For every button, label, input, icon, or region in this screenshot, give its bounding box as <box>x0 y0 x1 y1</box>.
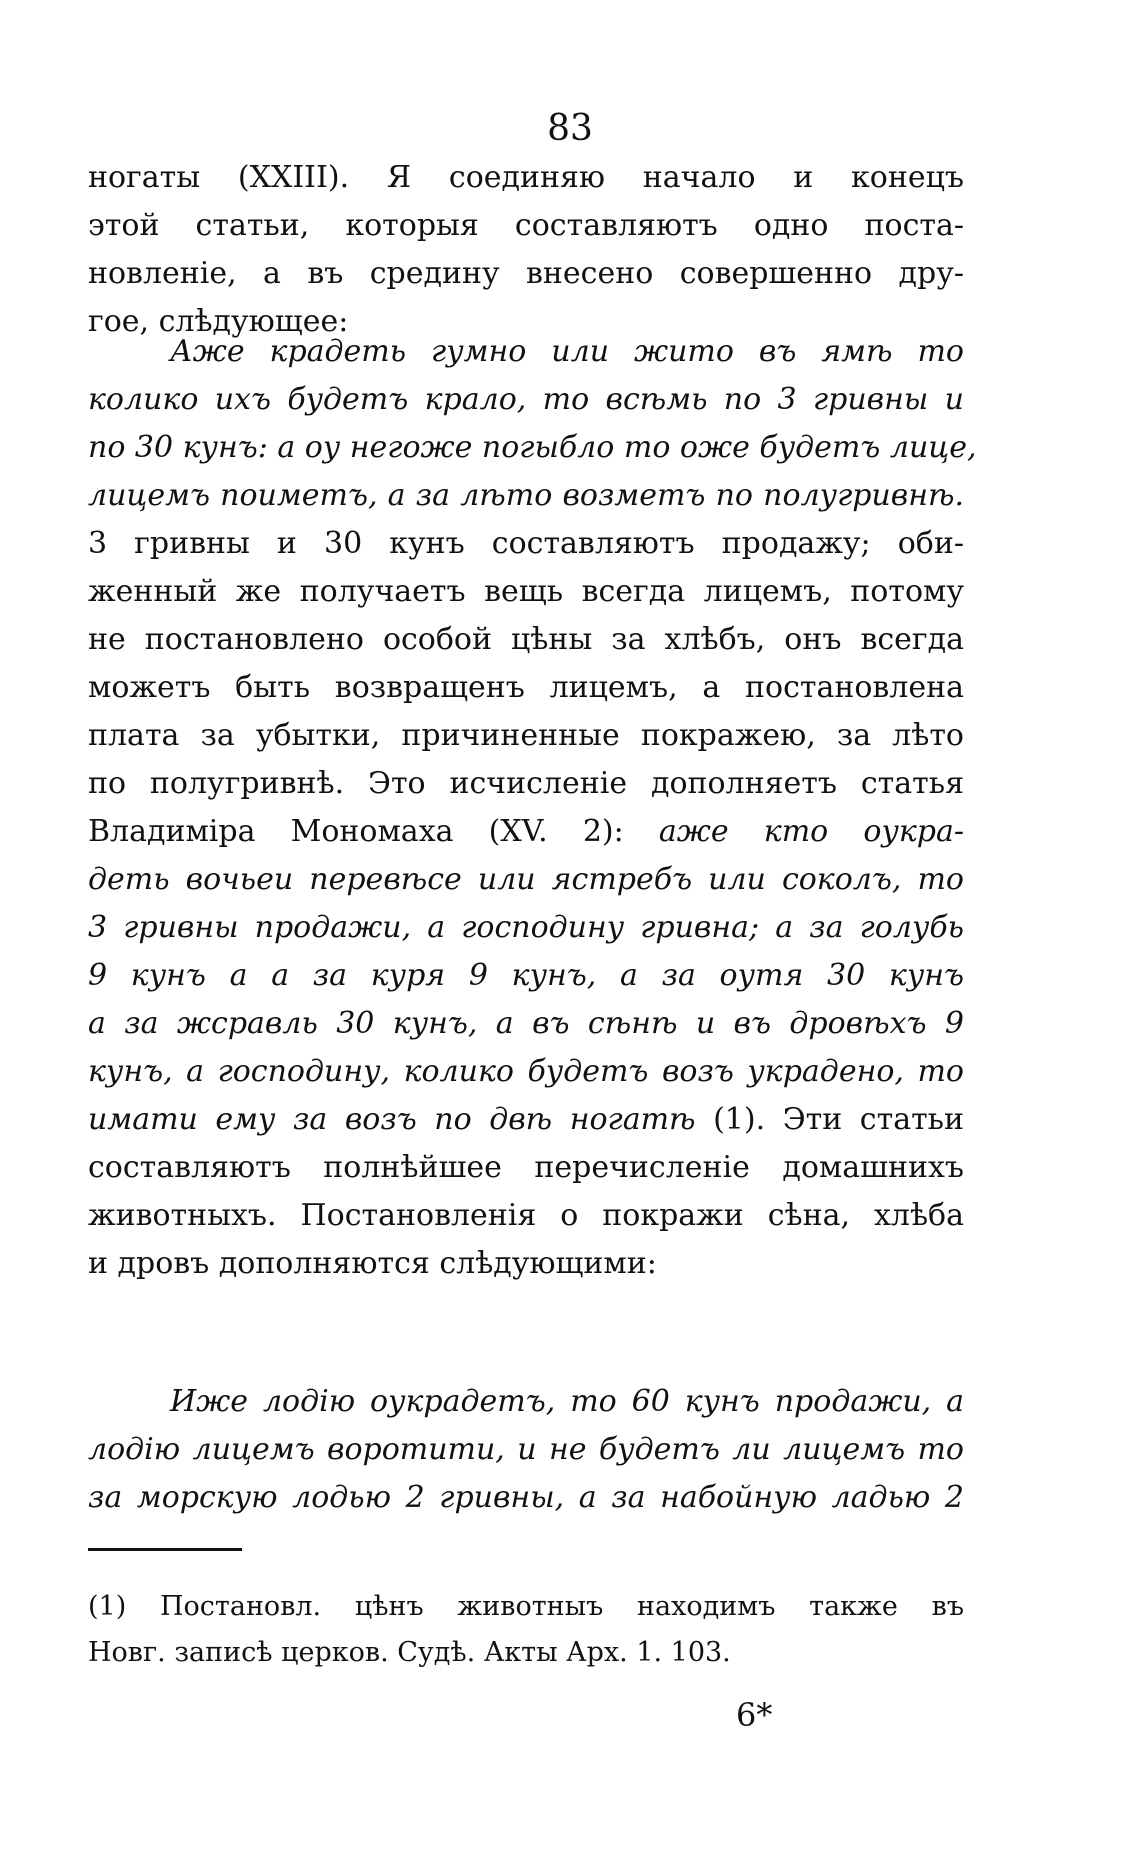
footnote-divider <box>88 1548 242 1551</box>
text-line: животныхъ. Постановленія о покражи сѣна, хлѣба <box>88 1198 964 1233</box>
italic-text: имати ему за возъ по двѣ ногатѣ <box>88 1102 696 1137</box>
quote-line: колико ихъ будетъ крало, то всѣмь по 3 гривны и <box>88 382 964 417</box>
text-line: и дровъ дополняются слѣдующими: <box>88 1246 657 1281</box>
footnote-line: (1) Постановл. цѣнъ животныъ находимъ также въ <box>88 1591 964 1622</box>
quote-line: лицемъ поиметъ, а за лѣто возметъ по полугривнѣ. <box>88 478 964 513</box>
roman-text: (1). Эти статьи <box>713 1102 965 1137</box>
text-line: этой статьи, которыя составляютъ одно поста- <box>88 208 964 243</box>
italic-text: аже кто оукра- <box>658 814 964 849</box>
roman-text: Владиміра Мономаха (XV. 2): <box>88 814 624 849</box>
quote-line: кунъ, а господину, колико будетъ возъ украдено, то <box>88 1054 964 1089</box>
text-line: гое, слѣдующее: <box>88 304 349 339</box>
quote-line: Аже крадеть гумно или жито въ ямѣ то <box>170 334 964 369</box>
signature-mark: 6* <box>736 1696 773 1734</box>
text-line: 3 гривны и 30 кунъ составляютъ продажу; оби- <box>88 526 964 561</box>
quote-line: деть вочьеи перевѣсе или ястребъ или соколъ, то <box>88 862 964 897</box>
quote-line: Иже лодію оукрадетъ, то 60 кунъ продажи, а <box>170 1384 964 1419</box>
quote-line: по 30 кунъ: а оу негоже погыбло то оже будетъ лице, <box>88 430 977 465</box>
paragraph-2 <box>88 520 964 1288</box>
text-line: ногаты (XXIII). Я соединяю начало и конецъ <box>88 160 964 195</box>
page-number: 83 <box>547 108 593 149</box>
paragraph-1 <box>88 154 964 346</box>
quote-line: за морскую лодью 2 гривны, а за набойную ладью 2 <box>88 1480 964 1515</box>
text-line: можетъ быть возвращенъ лицемъ, а постановлена <box>88 670 964 705</box>
text-line: составляютъ полнѣйшее перечисленіе домашнихъ <box>88 1150 964 1185</box>
text-line: женный же получаетъ вещь всегда лицемъ, потому <box>88 574 964 609</box>
quote-line: а за жсравль 30 кунъ, а въ сѣнѣ и въ дровѣхъ 9 <box>88 1006 964 1041</box>
mixed-line <box>88 808 964 856</box>
text-line: не постановлено особой цѣны за хлѣбъ, онъ всегда <box>88 622 964 657</box>
text-line: новленіе, а въ средину внесено совершенно дру- <box>88 256 964 291</box>
mixed-line <box>88 1096 964 1144</box>
quote-3 <box>88 1378 964 1522</box>
quote-line: лодію лицемъ воротити, и не будетъ ли лицемъ то <box>88 1432 964 1467</box>
quote-1 <box>88 328 977 520</box>
footnote <box>88 1584 964 1676</box>
quote-line: 3 гривны продажи, а господину гривна; а за голубь <box>88 910 964 945</box>
text-line: плата за убытки, причиненные покражею, за лѣто <box>88 718 964 753</box>
quote-line: 9 кунъ а а за куря 9 кунъ, а за оутя 30 кунъ <box>88 958 964 993</box>
footnote-line: Новг. записѣ церков. Судѣ. Акты Арх. 1. 103. <box>88 1637 731 1668</box>
text-line: по полугривнѣ. Это исчисленіе дополняетъ статья <box>88 766 964 801</box>
